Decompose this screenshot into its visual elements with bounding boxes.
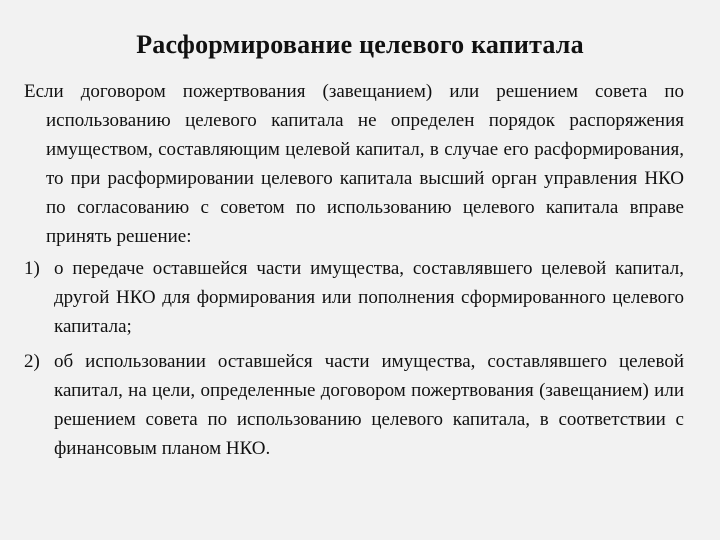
list-item [24, 254, 684, 341]
list-item-number: 2) [24, 351, 40, 372]
list-item-text: об использовании оставшейся части имущества, составлявшего целевой капитал, на цели, определенные договором пожертвования (завещанием) или решением совета по использованию целевого капитала, в соответствии с финансовым планом НКО. [54, 351, 684, 459]
list-item-number: 1) [24, 258, 40, 279]
intro-paragraph: Если договором пожертвования (завещанием) или решением совета по использованию целевого капитала не определен порядок распоряжения имуществом, составляющим целевой капитал, в случае его расформирования, то при расформировании целевого капитала высший орган управления НКО по согласованию с советом по использованию целевого капитала вправе принять решение: [24, 81, 684, 247]
slide-title: Расформирование целевого капитала [136, 30, 584, 59]
slide-body [24, 77, 684, 463]
list-item [24, 347, 684, 463]
list-item-text: о передаче оставшейся части имущества, составлявшего целевой капитал, другой НКО для формирования или пополнения сформированного целевого капитала; [54, 258, 684, 337]
